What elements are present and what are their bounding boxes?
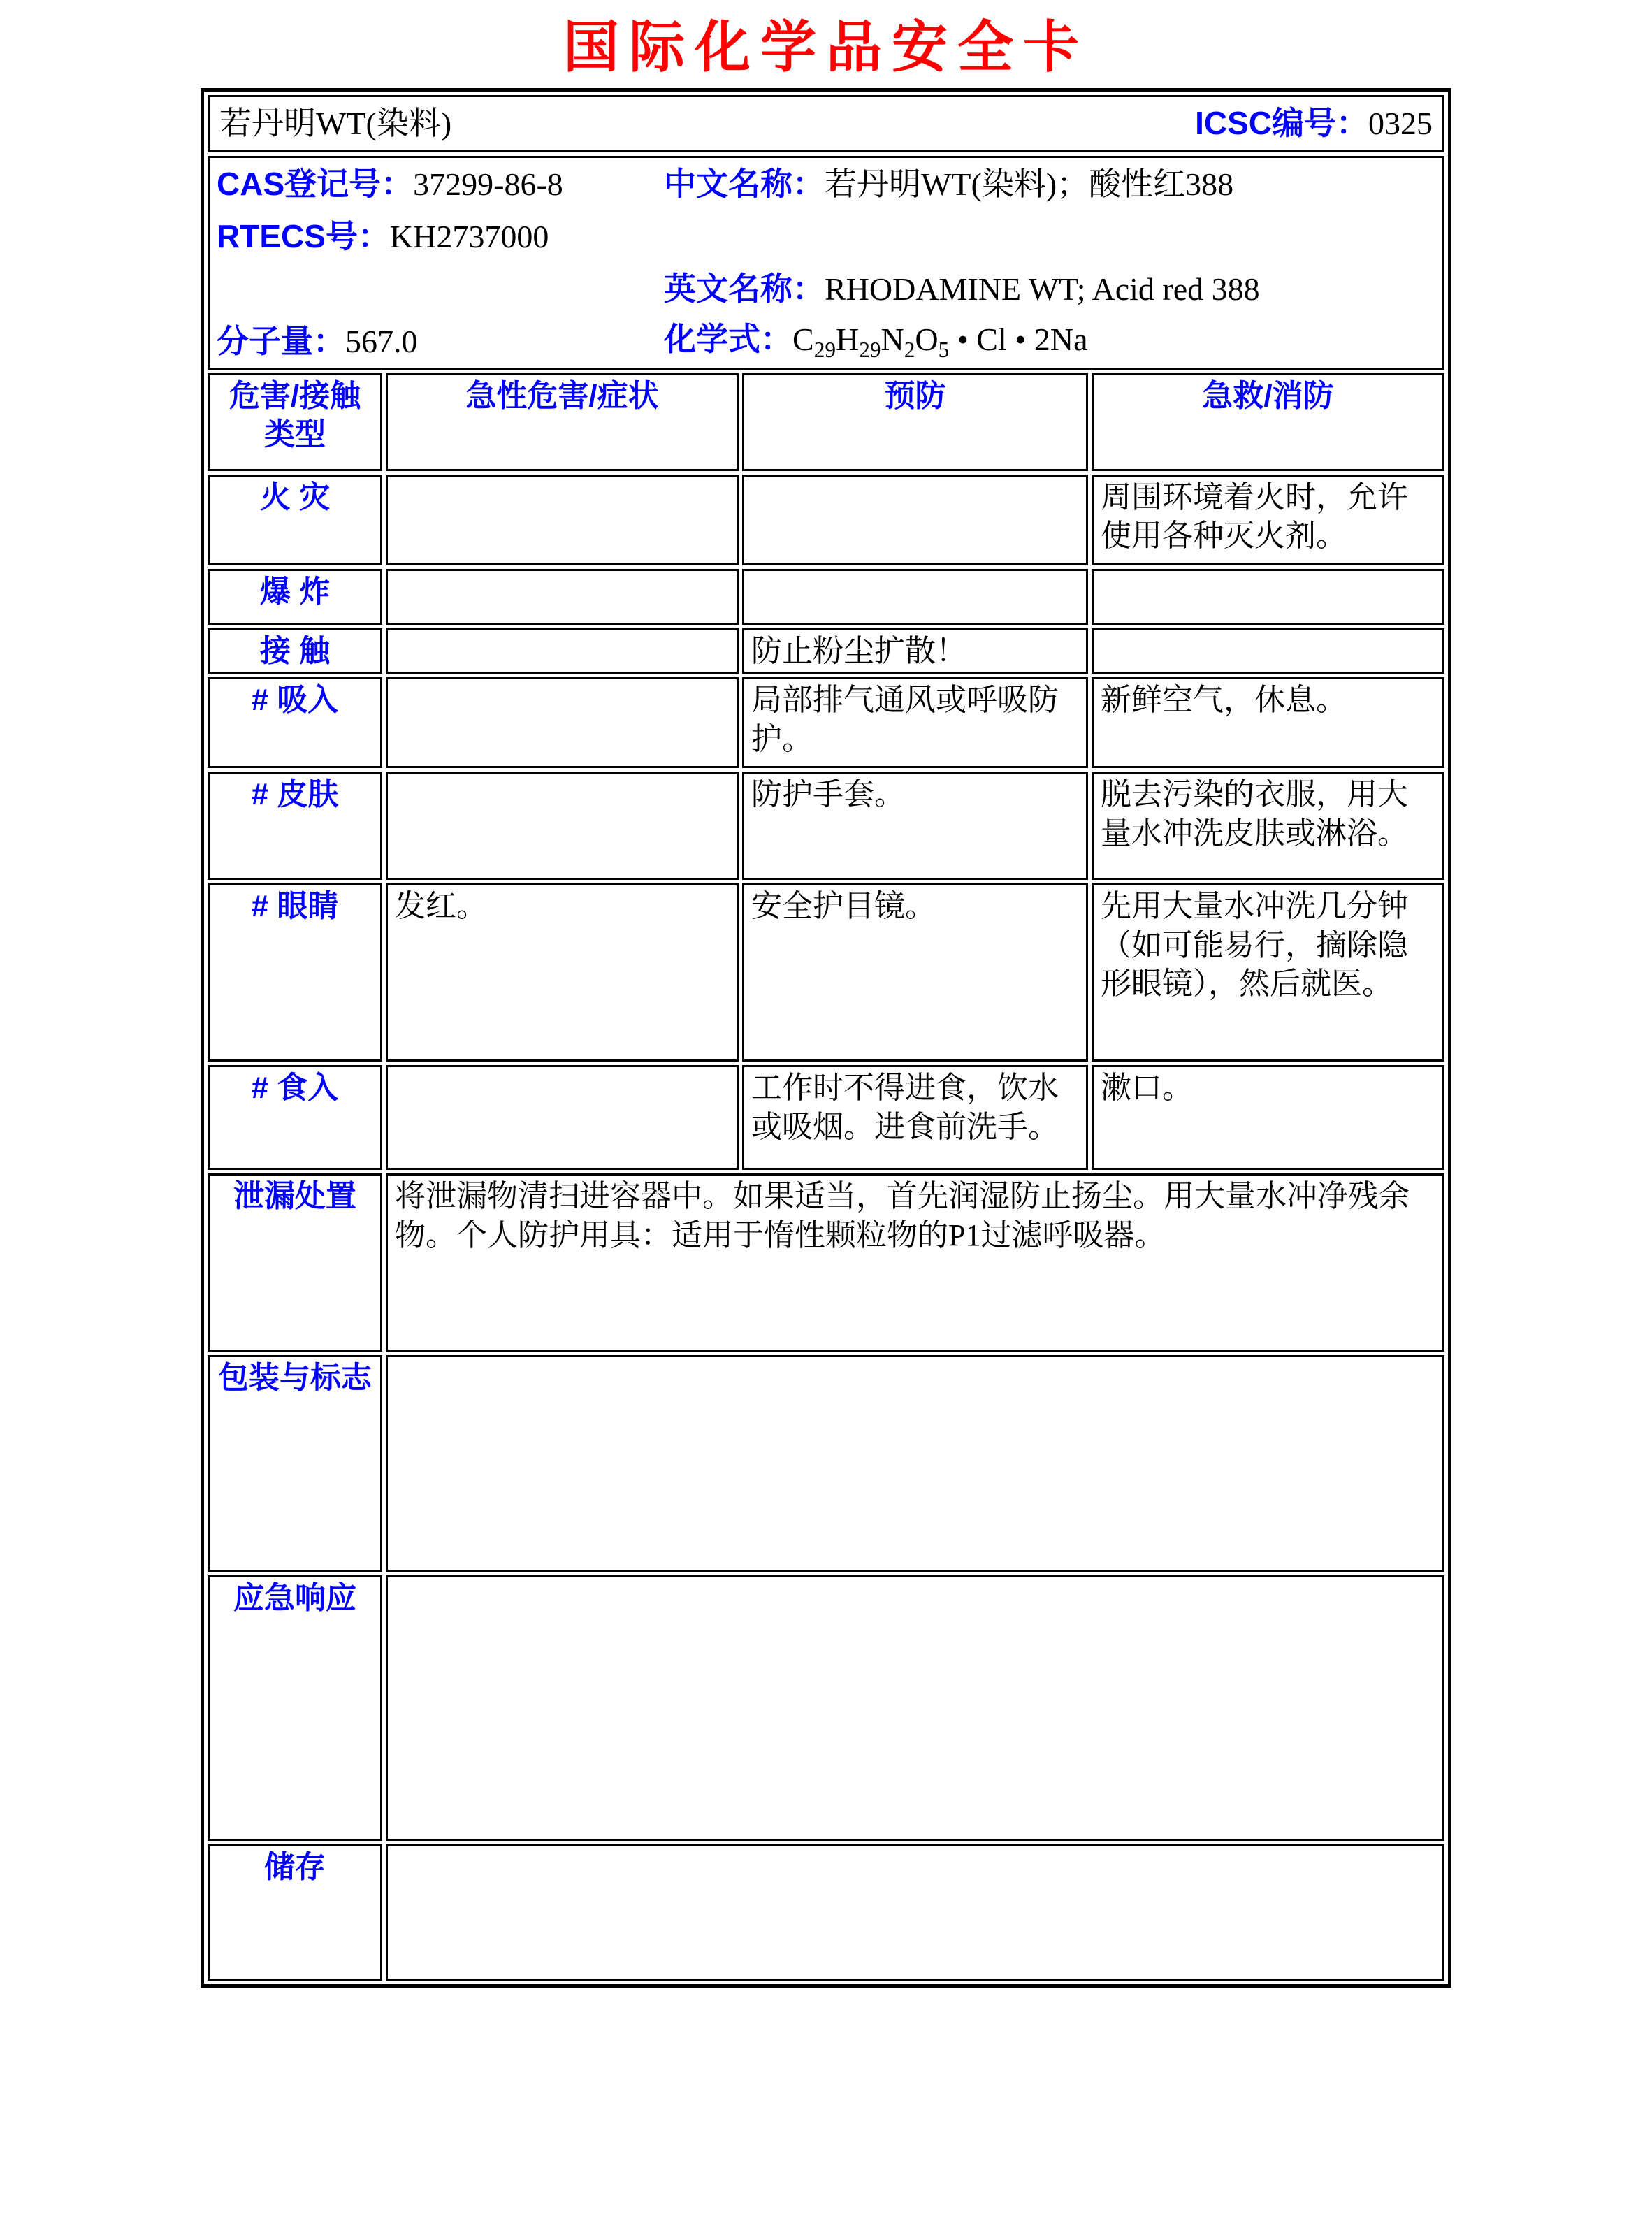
header-hazard-type: 危害/接触类型: [208, 373, 382, 471]
rtecs-label: RTECS号：: [217, 217, 390, 254]
icsc-number-group: [1195, 103, 1433, 144]
emergency-label: 应急响应: [208, 1575, 382, 1841]
icsc-number: 0325: [1368, 106, 1433, 142]
eyes-label: # 眼睛: [208, 883, 382, 1062]
chemical-formula: [664, 319, 1435, 364]
substance-name: 若丹明WT(染料): [219, 106, 452, 142]
inhalation-prevention: 局部排气通风或呼吸防护。: [742, 677, 1088, 768]
name-row: [208, 95, 1444, 152]
chinese-name-value: 若丹明WT(染料)；酸性红388: [825, 166, 1234, 202]
name-row-cell: [208, 95, 1444, 152]
identifiers-row: [208, 156, 1444, 370]
ingestion-first-aid: 漱口。: [1092, 1065, 1444, 1170]
icsc-label: ICSC编号：: [1195, 105, 1368, 142]
skin-first-aid: 脱去污染的衣服，用大量水冲洗皮肤或淋浴。: [1092, 772, 1444, 880]
chemical-formula-value: $C_{29}H_{29}N_2O_5$ • Cl • 2Na: [792, 321, 1088, 362]
hazard-row-contact: [208, 628, 1444, 674]
spillage-content: 将泄漏物清扫进容器中。如果适当，首先润湿防止扬尘。用大量水冲净残余物。个人防护用具：适用于惰性颗粒物的P1过滤呼吸器。: [386, 1173, 1444, 1352]
explosion-first-aid: [1092, 569, 1444, 625]
cas-value: 37299-86-8: [413, 166, 563, 202]
chinese-name: [664, 164, 1435, 205]
inhalation-symptoms: [386, 677, 739, 768]
english-name-label: 英文名称：: [664, 270, 825, 307]
hazard-row-inhalation: [208, 677, 1444, 768]
molecular-weight-value: 567.0: [345, 323, 418, 359]
packaging-content: [386, 1355, 1444, 1572]
hazard-row-ingestion: [208, 1065, 1444, 1170]
rtecs-value: KH2737000: [389, 218, 549, 254]
explosion-symptoms: [386, 569, 739, 625]
packaging-label: 包装与标志: [208, 1355, 382, 1572]
safety-card-table: [201, 88, 1451, 1988]
spillage-label: 泄漏处置: [208, 1173, 382, 1352]
ingestion-label: # 食入: [208, 1065, 382, 1170]
skin-label: # 皮肤: [208, 772, 382, 880]
english-name: [664, 269, 1435, 310]
hazard-row-fire: [208, 475, 1444, 565]
header-acute-symptoms: 急性危害/症状: [386, 373, 739, 471]
explosion-label: 爆 炸: [208, 569, 382, 625]
emergency-content: [386, 1575, 1444, 1841]
contact-symptoms: [386, 628, 739, 674]
skin-prevention: 防护手套。: [742, 772, 1088, 880]
english-name-value: RHODAMINE WT; Acid red 388: [825, 270, 1260, 307]
header-prevention: 预防: [742, 373, 1088, 471]
fire-prevention: [742, 475, 1088, 565]
inhalation-first-aid: 新鲜空气，休息。: [1092, 677, 1444, 768]
fire-first-aid: 周围环境着火时，允许使用各种灭火剂。: [1092, 475, 1444, 565]
safety-card-page: [0, 17, 1652, 2235]
section-row-storage: [208, 1844, 1444, 1981]
eyes-prevention: 安全护目镜。: [742, 883, 1088, 1062]
section-row-spillage: [208, 1173, 1444, 1352]
hazard-header-row: [208, 373, 1444, 471]
hazard-row-eyes: [208, 883, 1444, 1062]
chemical-formula-label: 化学式：: [664, 320, 792, 357]
eyes-symptoms: 发红。: [386, 883, 739, 1062]
cas-label: CAS登记号：: [217, 165, 414, 202]
skin-symptoms: [386, 772, 739, 880]
storage-label: 储存: [208, 1844, 382, 1981]
fire-symptoms: [386, 475, 739, 565]
hazard-row-skin: [208, 772, 1444, 880]
cas-number: [217, 164, 664, 205]
chinese-name-label: 中文名称：: [664, 165, 825, 202]
section-row-emergency: [208, 1575, 1444, 1841]
eyes-first-aid: 先用大量水冲洗几分钟（如可能易行，摘除隐形眼镜），然后就医。: [1092, 883, 1444, 1062]
storage-content: [386, 1844, 1444, 1981]
identifiers-cell: [208, 156, 1444, 370]
ingestion-prevention: 工作时不得进食，饮水或吸烟。进食前洗手。: [742, 1065, 1088, 1170]
header-first-aid: 急救/消防: [1092, 373, 1444, 471]
ingestion-symptoms: [386, 1065, 739, 1170]
identifiers-grid: [217, 158, 1435, 368]
rtecs-number: [217, 217, 664, 257]
contact-first-aid: [1092, 628, 1444, 674]
explosion-prevention: [742, 569, 1088, 625]
fire-label: 火 灾: [208, 475, 382, 565]
contact-label: 接 触: [208, 628, 382, 674]
molecular-weight: [217, 321, 664, 362]
inhalation-label: # 吸入: [208, 677, 382, 768]
molecular-weight-label: 分子量：: [217, 322, 345, 359]
contact-prevention: 防止粉尘扩散！: [742, 628, 1088, 674]
hazard-row-explosion: [208, 569, 1444, 625]
section-row-packaging: [208, 1355, 1444, 1572]
page-title: 国际化学品安全卡: [563, 16, 1089, 78]
